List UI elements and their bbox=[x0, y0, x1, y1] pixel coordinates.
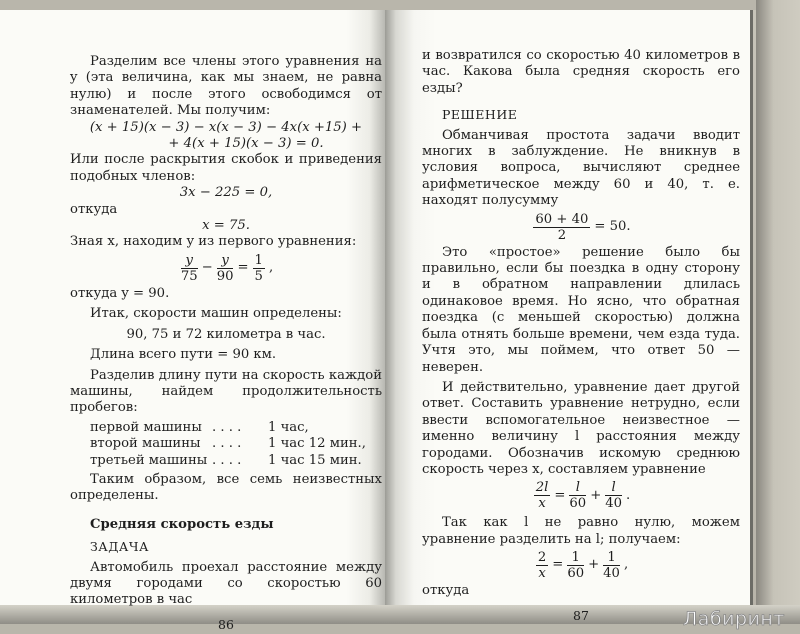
page-number: 86 bbox=[218, 616, 234, 632]
denominator: x bbox=[538, 566, 546, 582]
fraction bbox=[603, 550, 620, 581]
paragraph: Разделив длину пути на скорость каждой машины, найдем продолжительность пробегов: bbox=[70, 367, 382, 416]
left-page-body bbox=[70, 54, 382, 609]
punctuation: , bbox=[623, 557, 629, 573]
denominator: 5 bbox=[254, 268, 263, 284]
numerator: y bbox=[221, 252, 229, 268]
fraction-equation bbox=[422, 480, 740, 511]
paragraph: Автомобиль проехал расстояние между двумя городами со скоростью 60 километров в час bbox=[70, 559, 382, 608]
paragraph: Итак, скорости машин определены: bbox=[90, 306, 342, 322]
paragraph: Или после раскрытия скобок и приведения подобных членов: bbox=[70, 152, 382, 184]
paragraph: и возвратился со скоростью 40 километров в час. Какова была средняя скорость его езды? bbox=[422, 48, 740, 96]
operator: = bbox=[237, 260, 249, 276]
run-value: 1 час 15 мин. bbox=[268, 452, 362, 468]
denominator: 75 bbox=[180, 268, 198, 284]
equation bbox=[70, 185, 382, 201]
paragraph: Таким образом, все семь неизвестных определены. bbox=[70, 471, 382, 504]
paragraph: Так как l не равно нулю, можем уравнение разделить на l; получаем: bbox=[422, 515, 740, 547]
paragraph: 90, 75 и 72 километра в час. bbox=[126, 326, 326, 342]
equation-line: + 4(x + 15)(x − 3) = 0. bbox=[168, 136, 324, 152]
fraction bbox=[217, 253, 234, 284]
paragraph: откуда y = 90. bbox=[70, 285, 170, 301]
fraction bbox=[536, 550, 548, 581]
denominator: 2 bbox=[557, 227, 567, 243]
denominator: x bbox=[538, 496, 546, 512]
operator: + bbox=[588, 557, 600, 573]
fraction bbox=[253, 253, 265, 284]
numerator: y bbox=[185, 252, 193, 268]
left-page-text bbox=[70, 54, 382, 632]
fraction bbox=[533, 212, 590, 243]
numerator: 2l bbox=[535, 480, 549, 496]
paragraph: откуда bbox=[422, 583, 470, 599]
denominator: 60 bbox=[569, 496, 587, 512]
run-value: 1 час, bbox=[268, 419, 309, 435]
numerator: l bbox=[575, 480, 580, 496]
denominator: 90 bbox=[216, 268, 234, 284]
right-page-body bbox=[422, 48, 740, 600]
run-times-table bbox=[70, 420, 382, 469]
fraction-equation bbox=[70, 253, 382, 284]
run-dots: . . . . bbox=[212, 436, 242, 452]
equation-line: x = 75. bbox=[202, 218, 250, 234]
run-dots: . . . . bbox=[212, 419, 242, 435]
paragraph: Зная x, находим y из первого уравнения: bbox=[70, 234, 357, 250]
paragraph: Разделим все члены этого уравнения на y (эта величина, как мы знаем, не равна нулю) и после этого освободимся от знаменателей. Мы получим: bbox=[70, 54, 382, 119]
solution-label: РЕШЕНИЕ bbox=[442, 107, 518, 123]
paragraph: Длина всего пути = 90 км. bbox=[90, 347, 277, 363]
run-label: третьей машины bbox=[90, 452, 208, 468]
fraction bbox=[534, 480, 551, 511]
fraction-equation bbox=[422, 212, 740, 243]
run-label: второй машины bbox=[90, 436, 201, 452]
operator: = bbox=[552, 557, 564, 573]
operator: + bbox=[590, 487, 602, 503]
denominator: 40 bbox=[605, 496, 623, 512]
fraction bbox=[567, 550, 584, 581]
fraction-equation bbox=[422, 550, 740, 581]
right-page-text bbox=[422, 48, 740, 623]
page-number: 87 bbox=[573, 607, 589, 623]
operator: − bbox=[201, 260, 213, 276]
fraction bbox=[605, 480, 622, 511]
task-label: ЗАДАЧА bbox=[90, 539, 150, 555]
equation bbox=[70, 218, 382, 234]
punctuation: , bbox=[268, 260, 274, 276]
equation bbox=[70, 120, 382, 136]
numerator: 1 bbox=[567, 550, 584, 566]
run-label: первой машины bbox=[90, 419, 202, 435]
paragraph: откуда bbox=[70, 201, 118, 217]
watermark-text: Лабиринт bbox=[683, 608, 785, 630]
denominator: 60 bbox=[567, 566, 585, 582]
fraction bbox=[569, 480, 586, 511]
equation bbox=[70, 136, 382, 152]
operator: = bbox=[554, 487, 566, 503]
numerator: l bbox=[611, 480, 616, 496]
equation-line: 3x − 225 = 0, bbox=[179, 185, 273, 201]
labirint-watermark bbox=[683, 608, 785, 630]
numerator: 1 bbox=[254, 252, 263, 268]
denominator: 40 bbox=[603, 566, 620, 582]
run-value: 1 час 12 мин., bbox=[268, 436, 366, 452]
numerator: 60 + 40 bbox=[535, 211, 589, 227]
equation-line: (x + 15)(x − 3) − x(x − 3) − 4x(x +15) + bbox=[89, 119, 363, 135]
punctuation: . bbox=[626, 487, 631, 503]
numerator: 1 bbox=[603, 550, 620, 566]
paragraph: Это «простое» решение было бы правильно, если бы поездка в одну сторону и в обратном направлении длилась одинаковое время. Но ясно, что обратная поездка (с меньшей скоростью) должна была отнять больше времени, чем езда туда. Учтя это, мы поймем, что ответ 50 — неверен. bbox=[422, 244, 740, 375]
section-title: Средняя скорость езды bbox=[90, 516, 274, 532]
fraction bbox=[181, 253, 198, 284]
equation-rhs: = 50. bbox=[594, 218, 631, 234]
book-edge-right bbox=[756, 0, 800, 614]
paragraph: И действительно, уравнение дает другой ответ. Составить уравнение нетрудно, если ввести вспомогательное неизвестное — именно величину l расстояния между городами. Обозначив искомую среднюю скорость через x, составляем уравнение bbox=[422, 379, 740, 477]
run-dots: . . . . bbox=[212, 452, 242, 468]
paragraph: Обманчивая простота задачи вводит многих в заблуждение. Не вникнув в условия вопроса, вычисляют среднее арифметическое между 60 и 40, т. е. находят полусумму bbox=[422, 127, 740, 209]
numerator: 2 bbox=[537, 550, 547, 566]
